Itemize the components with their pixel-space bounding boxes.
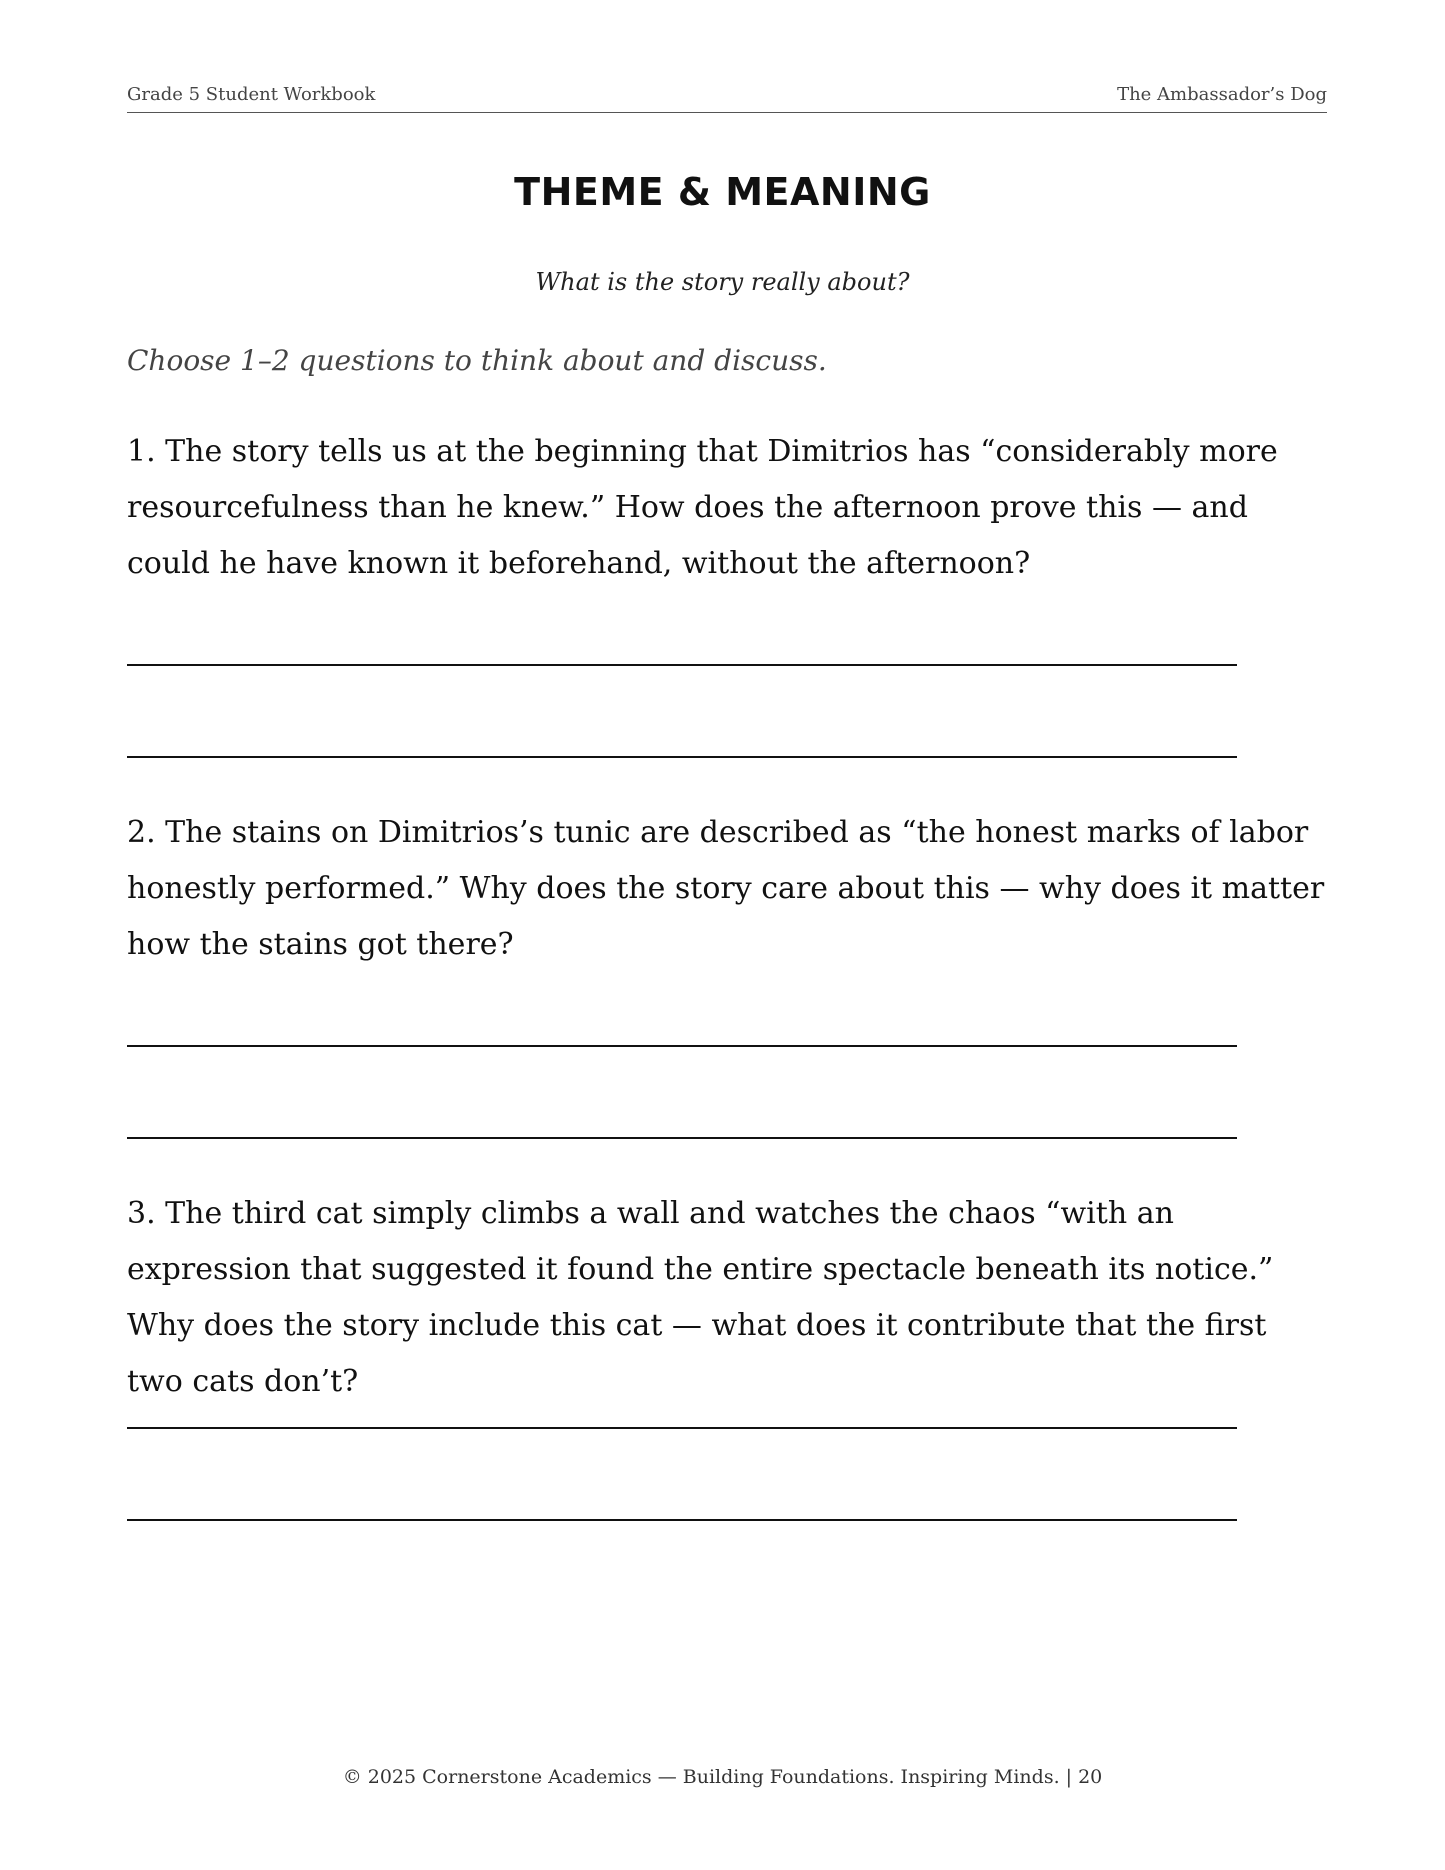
header-workbook-label: Grade 5 Student Workbook	[127, 84, 376, 105]
page-footer: © 2025 Cornerstone Academics — Building Foundations. Inspiring Minds. | 20	[342, 1766, 1103, 1788]
page-title: THEME & MEANING	[514, 170, 931, 214]
instructions: Choose 1–2 questions to think about and discuss.	[127, 344, 827, 377]
question-2: 2. The stains on Dimitrios’s tunic are described as “the honest marks of labor honestly performed.” Why does the story care about this — why does it matter how the stains got there?	[127, 815, 1325, 962]
answer-line-3b[interactable]	[127, 1519, 1237, 1521]
answer-line-2b[interactable]	[127, 1137, 1237, 1139]
question-3: 3. The third cat simply climbs a wall and watches the chaos “with an expression that suggested it found the entire spectacle beneath its notice.” Why does the story include this cat — what does it contribute that the first two cats don’t?	[127, 1196, 1274, 1399]
question-1: 1. The story tells us at the beginning that Dimitrios has “considerably more resourcefulness than he knew.” How does the afternoon prove this — and could he have known it beforehand, without the afternoon?	[127, 434, 1278, 581]
answer-line-1b[interactable]	[127, 756, 1237, 758]
answer-line-2a[interactable]	[127, 1045, 1237, 1047]
answer-line-1a[interactable]	[127, 664, 1237, 666]
page-header	[127, 84, 1327, 113]
header-story-title: The Ambassador’s Dog	[1117, 84, 1327, 105]
page-subtitle: What is the story really about?	[535, 268, 910, 296]
answer-line-3a[interactable]	[127, 1427, 1237, 1429]
